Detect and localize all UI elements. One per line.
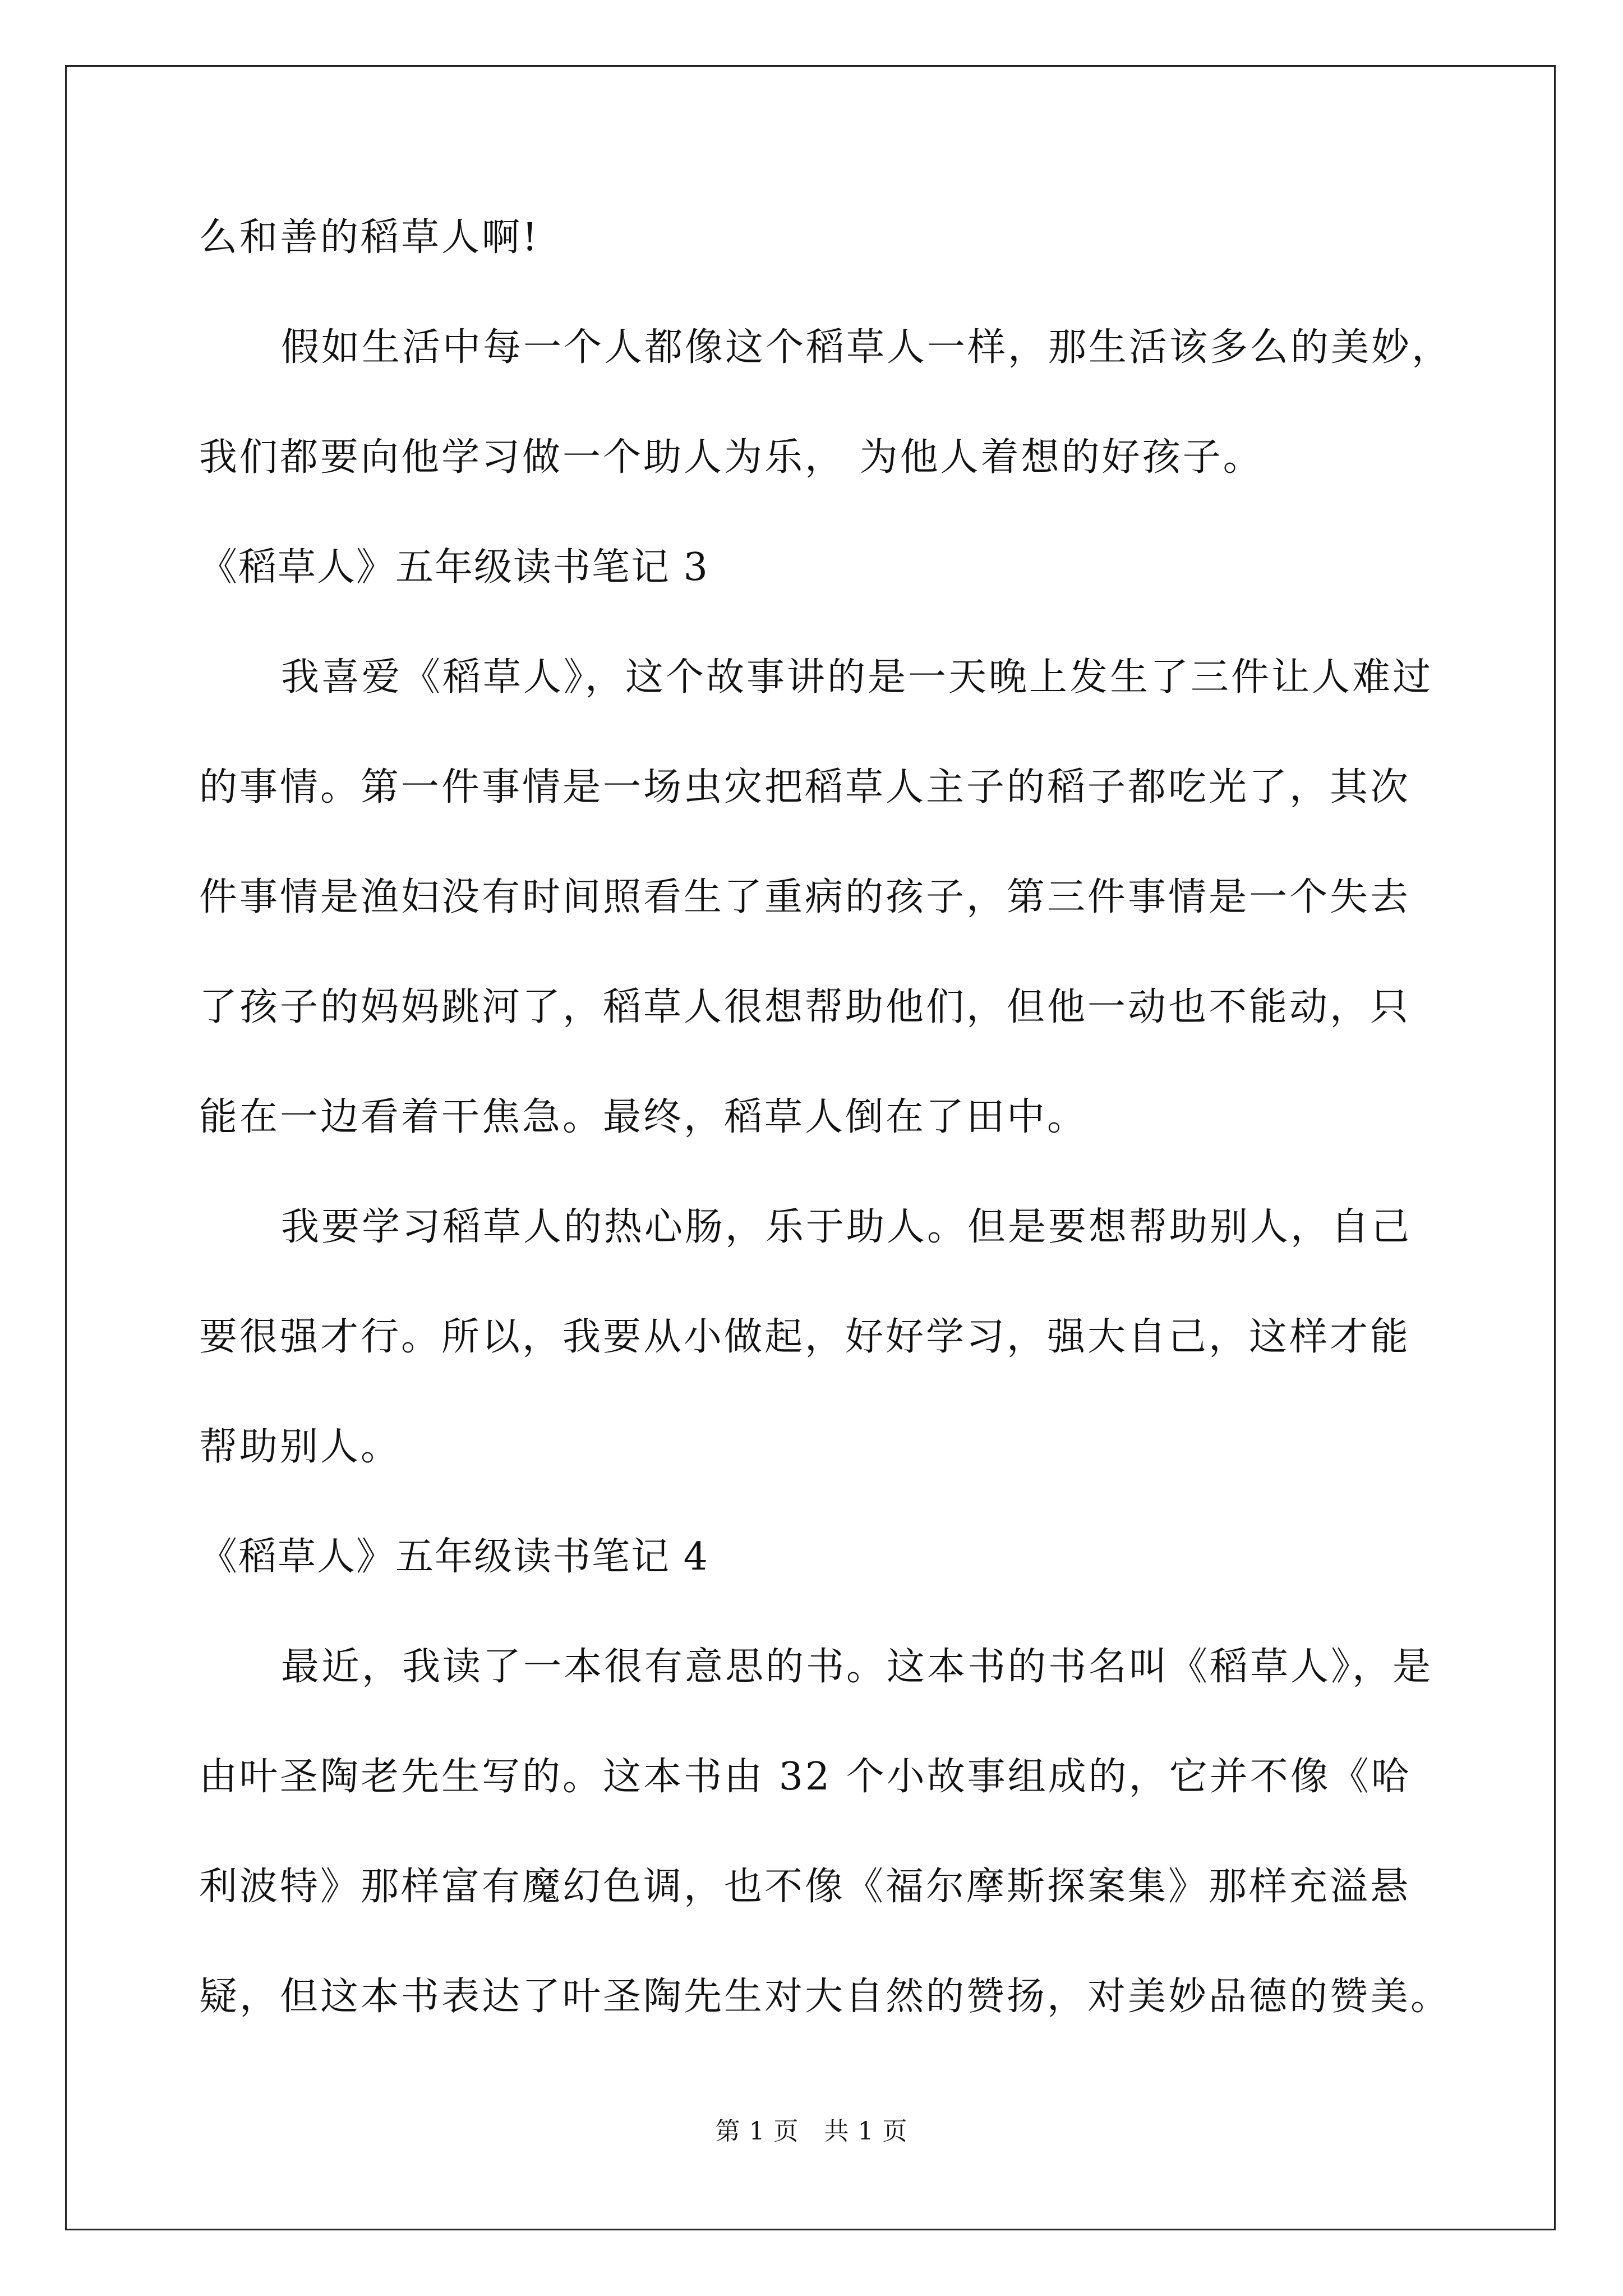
text-line-14: 最近，我读了一本很有意思的书。这本书的书名叫《稻草人》，是 xyxy=(281,1645,1433,1689)
text-line-3: 我们都要向他学习做一个助人为乐， 为他人着想的好孩子。 xyxy=(199,435,1264,480)
text-line-9: 能在一边看着干焦急。最终，稻草人倒在了田中。 xyxy=(199,1095,1088,1139)
text-line-8: 了孩子的妈妈跳河了，稻草人很想帮助他们，但他一动也不能动，只 xyxy=(199,985,1411,1029)
text-line-17: 疑，但这本书表达了叶圣陶先生对大自然的赞扬，对美妙品德的赞美。 xyxy=(199,1975,1451,2019)
text-line-1: 么和善的稻草人啊! xyxy=(199,215,540,260)
text-line-2: 假如生活中每一个人都像这个稻草人一样，那生活该多么的美妙， xyxy=(281,325,1453,370)
section-heading-4: 《稻草人》五年级读书笔记 4 xyxy=(199,1535,709,1579)
text-line-16: 利波特》那样富有魔幻色调，也不像《福尔摩斯探案集》那样充溢悬 xyxy=(199,1865,1411,1909)
page-footer xyxy=(0,2115,1623,2148)
text-line-11: 要很强才行。所以，我要从小做起，好好学习，强大自己，这样才能 xyxy=(199,1315,1411,1359)
text-line-5: 我喜爱《稻草人》，这个故事讲的是一天晚上发生了三件让人难过 xyxy=(281,655,1433,700)
text-line-15: 由叶圣陶老先生写的。这本书由 32 个小故事组成的，它并不像《哈 xyxy=(199,1755,1412,1799)
text-line-7: 件事情是渔妇没有时间照看生了重病的孩子，第三件事情是一个失去 xyxy=(199,875,1411,919)
text-line-12: 帮助别人。 xyxy=(199,1425,402,1469)
document-body xyxy=(199,183,1453,2052)
text-line-10: 我要学习稻草人的热心肠，乐于助人。但是要想帮助别人，自己 xyxy=(281,1205,1412,1249)
text-line-6: 的事情。第一件事情是一场虫灾把稻草人主子的稻子都吃光了，其次 xyxy=(199,765,1411,809)
page-total: 共 1 页 xyxy=(824,2117,908,2146)
page-number: 第 1 页 xyxy=(715,2117,799,2146)
section-heading-3: 《稻草人》五年级读书笔记 3 xyxy=(199,545,709,590)
